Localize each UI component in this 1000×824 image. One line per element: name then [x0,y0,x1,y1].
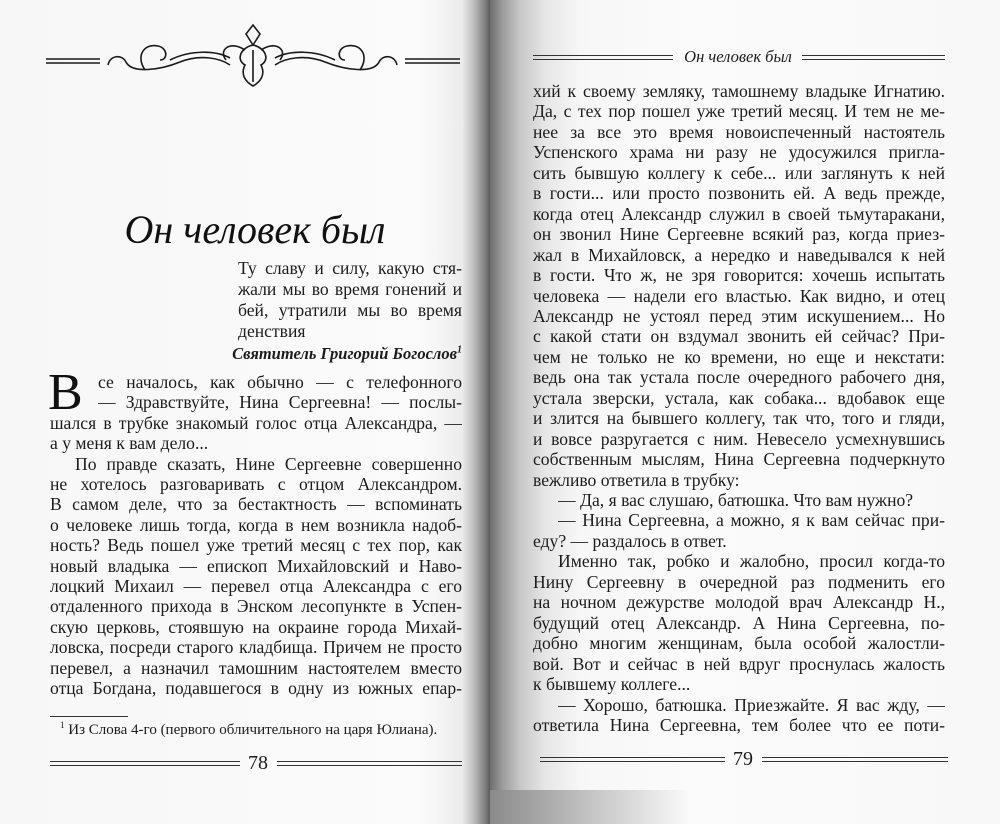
text-line: когда отец Александр служил в своей тьмутаракани, [533,203,945,224]
footnote-rule [50,716,128,717]
text-line: а у меня к вам дело... [50,433,209,454]
drop-cap: В [48,364,83,421]
text-line: человека — надели его властью. Как видно, и отец [533,285,945,306]
text-line: новый владыка — епископ Михайловский и Наво- [50,555,462,576]
gutter-shadow [490,790,690,824]
text-line: сить бывшую коллегу к себе... или заглянуть к ней [533,162,945,183]
epigraph-line: жали мы во время гонений и [238,279,462,299]
text-line: лоцкий Михаил — перевел отца Александра с его [50,576,462,596]
text-line: хий к своему земляку, тамошнему владыке Игнатию. [533,81,945,101]
footnote-mark: 1 [457,344,462,356]
text-line: В самом деле, что за бестактность — вспоминать [50,494,462,515]
text-line: о человеке лишь тогда, когда в нем возникла надоб- [50,514,462,535]
text-line: отдаленного прихода в Энском лесопункте в Успен- [50,596,462,617]
left-page [0,0,490,824]
text-line: он звонил Нине Сергеевне всякий раз, когда приез- [533,224,945,245]
text-line: Нину Сергеевну в очередной раз подменить его [533,571,945,592]
text-line: — Да, я вас слушаю, батюшка. Что вам нужно? [558,490,914,510]
text-line: Александр не устоял перед этим искушением... Но [533,305,945,326]
text-line: ность? Ведь пошел уже третий месяц с тех пор, как [50,535,462,556]
page-rule-right [277,761,462,766]
page-rule-right [762,757,948,762]
page-number: 78 [248,752,268,774]
footnote-text: Из Слова 4-го (первого обличительного на царя Юлиана). [64,722,438,738]
text-line: устала зверски, устала, как собака... вдобавок еще [533,387,945,408]
footnote-number: 1 [60,720,65,730]
footnote [60,720,470,740]
epigraph-attribution [200,343,462,365]
text-line: По правде сказать, Нине Сергеевне совершенно [75,453,462,474]
text-line: собственным мыслям, Нина Сергеевна подчеркнуто [533,449,945,470]
epigraph-line: бей, утратили мы во время [238,300,462,320]
text-line: Именно так, робко и жалобно, просил когда-то [558,551,945,572]
text-line: Да, с тех пор пошел уже третий месяц. И тем не ме- [533,101,945,122]
page-rule-left [50,761,240,766]
text-line: отца Богдана, подавшегося в одну из южных епар- [50,678,462,698]
text-line: жал в Михайловск, а нередко и наведывался к ней [533,244,945,265]
text-line: шался в трубке знакомый голос отца Александра, — [50,412,462,433]
text-line: вежливо ответила в трубку: [533,469,740,490]
attribution-text: Святитель Григорий Богослов [232,344,457,363]
ornament-headpiece-icon [40,10,470,90]
header-rule-right [802,55,945,60]
text-line: добно многим женщинам, была особой жалостли- [533,633,945,654]
text-line: и вовсе разругается с ним. Невесело усмехнувшись [533,428,945,449]
text-line: — Хорошо, батюшка. Приезжайте. Я вас жду, — [558,694,945,715]
text-line: Успенского храма ни разу не удосужился пригла- [533,142,945,163]
text-line: — Здравствуйте, Нина Сергеевна! — послы- [98,392,462,413]
text-line: еду? — раздалось в ответ. [533,530,727,551]
text-line: в гости. Что ж, не зря говорится: хочешь испытать [533,265,945,286]
chapter-title: Он человек был [124,207,386,252]
text-line: вой. Вот и сейчас в ней вдруг проснулась жалость [533,653,945,674]
epigraph-line: денствия [238,321,306,341]
page-rule-left [540,757,725,762]
text-line: к бывшему коллеге... [533,674,691,695]
header-rule-left [533,55,673,60]
text-line: нее за все это время новоиспеченный настоятель [533,121,945,142]
text-line: будущий отец Александр. А Нина Сергеевна, по- [533,612,945,633]
text-line: с какой стати он вздумал звонить ей сейчас? При- [533,326,945,347]
text-line: се началось, как обычно — с телефонного [98,372,462,392]
epigraph-line: Ту славу и силу, какую стя- [238,258,462,278]
text-line: чем не только не ко времени, но еще и некстати: [533,346,945,367]
text-line: ответила Нина Сергеевна, тем более что ее поти- [533,714,945,735]
text-line: перевел, а назначил тамошним настоятелем вместо [50,657,462,678]
text-line: ведь она так устала после очередного рабочего дня, [533,367,945,388]
text-line: в гости... или просто позвонить ей. А ведь прежде, [533,183,945,204]
text-line: не хотелось разговаривать с отцом Александром. [50,474,462,494]
text-line: ловска, посреди старого кладбища. Причем не просто [50,637,462,658]
running-header: Он человек был [684,47,792,66]
text-line: и злится на бывшего коллегу, так что, того и гляди, [533,408,945,429]
text-line: на ночном дежурстве молодой врач Александр Н., [533,592,945,613]
text-line: — Нина Сергеевна, а можно, я к вам сейчас при- [558,510,945,531]
text-line: скую церковь, стоявшую на окраине города Михай- [50,616,462,637]
page-number: 79 [733,748,753,770]
